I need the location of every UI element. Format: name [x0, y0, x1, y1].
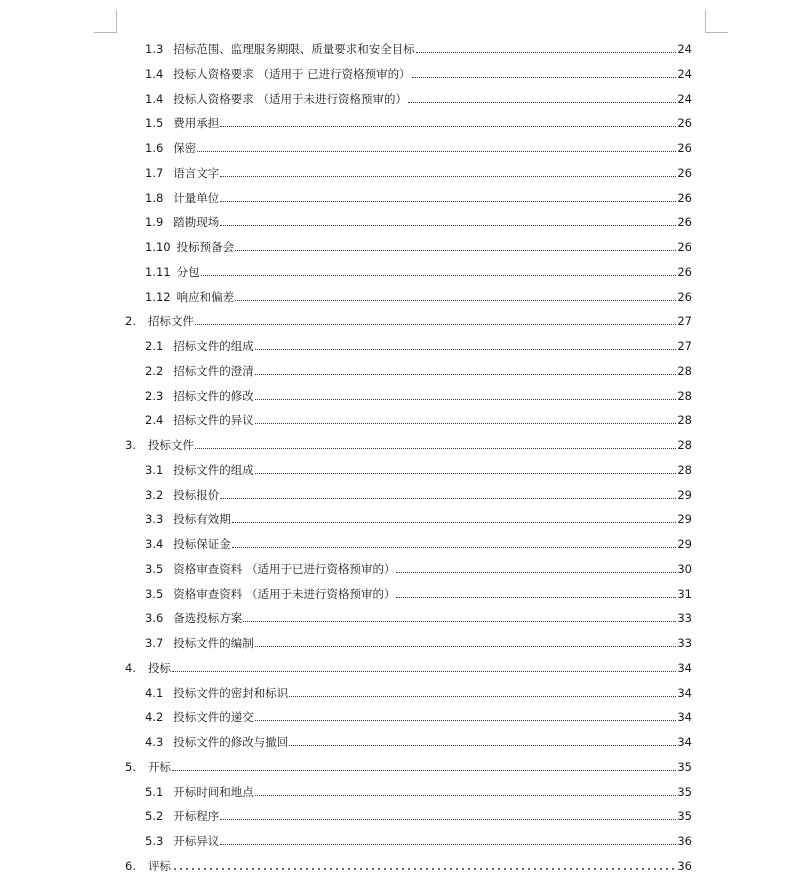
- toc-entry-title: 资格审查资料 （适用于未进行资格预审的）: [173, 586, 396, 601]
- toc-entry-number: 1.10: [145, 240, 171, 254]
- toc-entry[interactable]: [125, 308, 692, 328]
- toc-entry[interactable]: [145, 36, 692, 56]
- toc-dot-leader: [235, 249, 676, 251]
- toc-entry-title: 投标报价: [173, 487, 220, 502]
- toc-entry-number: 3.5: [145, 561, 164, 576]
- toc-dot-leader: [396, 596, 676, 598]
- crop-mark-top-right: [705, 10, 728, 33]
- toc-entry-page-number: 26: [677, 190, 692, 205]
- toc-entry-title: 投标保证金: [173, 537, 231, 551]
- toc-entry-page-number: 28: [677, 413, 692, 428]
- toc-entry-title: 开标程序: [173, 809, 220, 824]
- toc-entry-number: 2.: [125, 314, 136, 329]
- toc-dot-leader: [220, 843, 676, 845]
- toc-entry[interactable]: [145, 457, 692, 477]
- toc-entry-number: 3.: [125, 438, 136, 452]
- toc-entry[interactable]: [145, 185, 692, 205]
- toc-entry-page-number: 29: [677, 487, 692, 502]
- toc-entry-number: 1.8: [145, 190, 164, 205]
- toc-entry-number: 3.7: [145, 636, 164, 650]
- toc-dot-leader: [412, 76, 677, 78]
- toc-entry-number: 5.2: [145, 809, 164, 824]
- toc-entry-number: 3.4: [145, 537, 164, 551]
- toc-entry-title: 投标人资格要求 （适用于未进行资格预审的）: [173, 91, 407, 106]
- toc-entry-title: 踏勘现场: [173, 215, 220, 230]
- toc-entry-page-number: 26: [677, 289, 692, 304]
- toc-entry-title: 招标范围、监理服务期限、质量要求和安全目标: [173, 42, 415, 56]
- toc-entry-page-number: 29: [677, 512, 692, 527]
- toc-dot-leader: [195, 323, 676, 325]
- toc-dot-leader: [220, 224, 676, 226]
- toc-dot-leader: [220, 175, 676, 177]
- toc-entry-number: 1.4: [145, 91, 164, 106]
- toc-entry-number: 5.1: [145, 784, 164, 799]
- toc-entry-page-number: 34: [677, 660, 692, 675]
- toc-entry-number: 4.: [125, 660, 136, 675]
- toc-entry-number: 1.4: [145, 66, 164, 81]
- toc-entry-page-number: 26: [677, 240, 692, 254]
- toc-entry-page-number: 28: [677, 438, 692, 452]
- toc-entry-page-number: 24: [677, 91, 692, 106]
- toc-entry-title: 响应和偏差: [176, 289, 235, 304]
- toc-entry-number: 1.7: [145, 165, 164, 180]
- toc-dot-leader: [255, 794, 677, 796]
- toc-entry[interactable]: [145, 407, 692, 427]
- toc-entry-title: 备选投标方案: [173, 611, 243, 626]
- toc-entry-page-number: 34: [677, 685, 692, 700]
- toc-entry[interactable]: [145, 605, 692, 625]
- toc-entry-title: 招标文件的修改: [173, 388, 254, 403]
- toc-entry[interactable]: [145, 556, 692, 576]
- toc-dot-leader: [220, 200, 676, 202]
- toc-dot-leader: [172, 670, 676, 672]
- toc-dot-leader: [232, 546, 677, 548]
- toc-entry-page-number: 35: [677, 809, 692, 824]
- toc-entry-title: 语言文字: [173, 165, 220, 180]
- toc-dot-leader: [289, 695, 676, 697]
- toc-dot-leader: [220, 125, 676, 127]
- toc-entry-title: 招标文件的异议: [173, 413, 254, 428]
- toc-dot-leader: [396, 571, 676, 573]
- toc-entry-title: 投标文件: [147, 438, 194, 452]
- toc-entry[interactable]: [145, 704, 692, 724]
- toc-entry-number: 3.1: [145, 462, 164, 477]
- toc-entry[interactable]: [145, 61, 692, 81]
- toc-entry[interactable]: [145, 828, 692, 848]
- toc-entry-number: 3.6: [145, 611, 164, 626]
- toc-entry-number: 6.: [125, 858, 136, 873]
- toc-entry-page-number: 24: [677, 42, 692, 56]
- toc-entry-page-number: 28: [677, 363, 692, 378]
- toc-entry[interactable]: [145, 482, 692, 502]
- toc-entry[interactable]: [145, 110, 692, 130]
- toc-entry-page-number: 28: [677, 388, 692, 403]
- toc-entry-page-number: 34: [677, 710, 692, 725]
- toc-entry[interactable]: [145, 803, 692, 823]
- toc-entry-number: 5.3: [145, 834, 164, 848]
- toc-entry-title: 投标人资格要求 （适用于 已进行资格预审的）: [173, 66, 411, 81]
- toc-dot-leader: [255, 348, 677, 350]
- toc-entry[interactable]: [125, 754, 692, 774]
- toc-entry-page-number: 28: [677, 462, 692, 477]
- toc-entry[interactable]: [145, 680, 692, 700]
- toc-dot-leader: [416, 51, 677, 53]
- toc-entry-title: 评标: [147, 858, 171, 873]
- toc-entry[interactable]: [125, 432, 692, 452]
- toc-entry-number: 2.2: [145, 363, 164, 378]
- toc-entry-title: 投标文件的修改与撤回: [173, 735, 289, 749]
- toc-entry-number: 4.1: [145, 685, 164, 700]
- toc-dot-leader: [255, 645, 677, 647]
- toc-entry-title: 开标: [147, 759, 171, 774]
- toc-entry[interactable]: [145, 135, 692, 155]
- toc-dot-leader: [255, 719, 677, 721]
- toc-dot-leader: [201, 274, 677, 276]
- toc-entry-title: 招标文件: [147, 314, 194, 329]
- toc-entry[interactable]: [145, 779, 692, 799]
- toc-entry[interactable]: [125, 853, 692, 873]
- toc-entry[interactable]: [145, 160, 692, 180]
- toc-entry-title: 投标文件的编制: [173, 636, 254, 650]
- toc-entry-page-number: 27: [677, 314, 692, 329]
- toc-dot-leader: [172, 769, 676, 771]
- toc-entry-page-number: 26: [677, 215, 692, 230]
- toc-entry-title: 开标时间和地点: [173, 784, 254, 799]
- toc-dot-leader: [255, 472, 677, 474]
- toc-entry-page-number: 30: [677, 561, 692, 576]
- toc-entry-title: 投标文件的组成: [173, 462, 254, 477]
- toc-dot-leader: [195, 447, 676, 449]
- toc-entry[interactable]: [145, 531, 692, 551]
- toc-entry-number: 2.4: [145, 413, 164, 428]
- toc-entry-page-number: 26: [677, 264, 692, 279]
- toc-entry-number: 4.3: [145, 735, 164, 749]
- toc-entry-title: 保密: [173, 141, 197, 155]
- toc-dot-leader: [289, 744, 676, 746]
- toc-entry-number: 5.: [125, 759, 136, 774]
- toc-entry-page-number: 27: [677, 339, 692, 353]
- toc-entry-page-number: 26: [677, 116, 692, 131]
- toc-entry-title: 费用承担: [173, 116, 220, 131]
- toc-entry-number: 1.11: [145, 264, 171, 279]
- toc-dot-leader: [232, 521, 677, 523]
- toc-dot-leader: [220, 497, 676, 499]
- toc-entry[interactable]: [145, 506, 692, 526]
- toc-entry[interactable]: [145, 209, 692, 229]
- toc-dot-leader: [172, 868, 676, 870]
- toc-entry[interactable]: [145, 259, 692, 279]
- toc-entry-title: 开标异议: [173, 834, 220, 848]
- toc-entry-number: 1.12: [145, 289, 171, 304]
- toc-entry[interactable]: [145, 333, 692, 353]
- toc-dot-leader: [243, 620, 676, 622]
- toc-entry-number: 3.5: [145, 586, 164, 601]
- crop-mark-top-left: [94, 10, 117, 33]
- toc-dot-leader: [408, 101, 676, 103]
- toc-entry-number: 4.2: [145, 710, 164, 725]
- toc-entry-title: 投标文件的密封和标识: [173, 685, 289, 700]
- toc-entry-page-number: 26: [677, 141, 692, 155]
- toc-entry[interactable]: [145, 630, 692, 650]
- toc-entry-number: 3.3: [145, 512, 164, 527]
- toc-entry-title: 资格审查资料 （适用于已进行资格预审的）: [173, 561, 396, 576]
- toc-entry-title: 计量单位: [173, 190, 220, 205]
- toc-entry-title: 投标预备会: [176, 240, 235, 254]
- toc-entry[interactable]: [145, 358, 692, 378]
- toc-entry[interactable]: [125, 655, 692, 675]
- toc-entry-number: 1.6: [145, 141, 164, 155]
- toc-entry[interactable]: [145, 86, 692, 106]
- toc-dot-leader: [255, 398, 677, 400]
- toc-entry[interactable]: [145, 383, 692, 403]
- toc-entry-number: 2.1: [145, 339, 164, 353]
- toc-entry-page-number: 33: [677, 636, 692, 650]
- toc-dot-leader: [235, 299, 676, 301]
- toc-entry-number: 3.2: [145, 487, 164, 502]
- toc-entry-page-number: 33: [677, 611, 692, 626]
- toc-entry-page-number: 34: [677, 735, 692, 749]
- toc-entry-page-number: 31: [677, 586, 692, 601]
- toc-entry-number: 2.3: [145, 388, 164, 403]
- toc-entry-page-number: 36: [677, 834, 692, 848]
- toc-dot-leader: [255, 373, 677, 375]
- toc-entry-page-number: 26: [677, 165, 692, 180]
- toc-entry-number: 1.5: [145, 116, 164, 131]
- toc-entry[interactable]: [145, 729, 692, 749]
- toc-entry[interactable]: [145, 234, 692, 254]
- toc-entry-page-number: 36: [677, 858, 692, 873]
- toc-entry-page-number: 29: [677, 537, 692, 551]
- toc-dot-leader: [197, 150, 676, 152]
- toc-entry-title: 招标文件的澄清: [173, 363, 254, 378]
- toc-entry-number: 1.3: [145, 42, 164, 56]
- toc-entry[interactable]: [145, 581, 692, 601]
- toc-entry-title: 投标有效期: [173, 512, 231, 527]
- toc-entry-page-number: 35: [677, 759, 692, 774]
- toc-dot-leader: [220, 818, 676, 820]
- toc-entry-page-number: 24: [677, 66, 692, 81]
- toc-entry-title: 投标: [147, 660, 171, 675]
- toc-entry[interactable]: [145, 284, 692, 304]
- toc-entry-page-number: 35: [677, 784, 692, 799]
- toc-entry-title: 投标文件的递交: [173, 710, 254, 725]
- toc-dot-leader: [255, 422, 677, 424]
- toc-entry-number: 1.9: [145, 215, 164, 230]
- toc-entry-title: 招标文件的组成: [173, 339, 254, 353]
- toc-entry-title: 分包: [176, 264, 200, 279]
